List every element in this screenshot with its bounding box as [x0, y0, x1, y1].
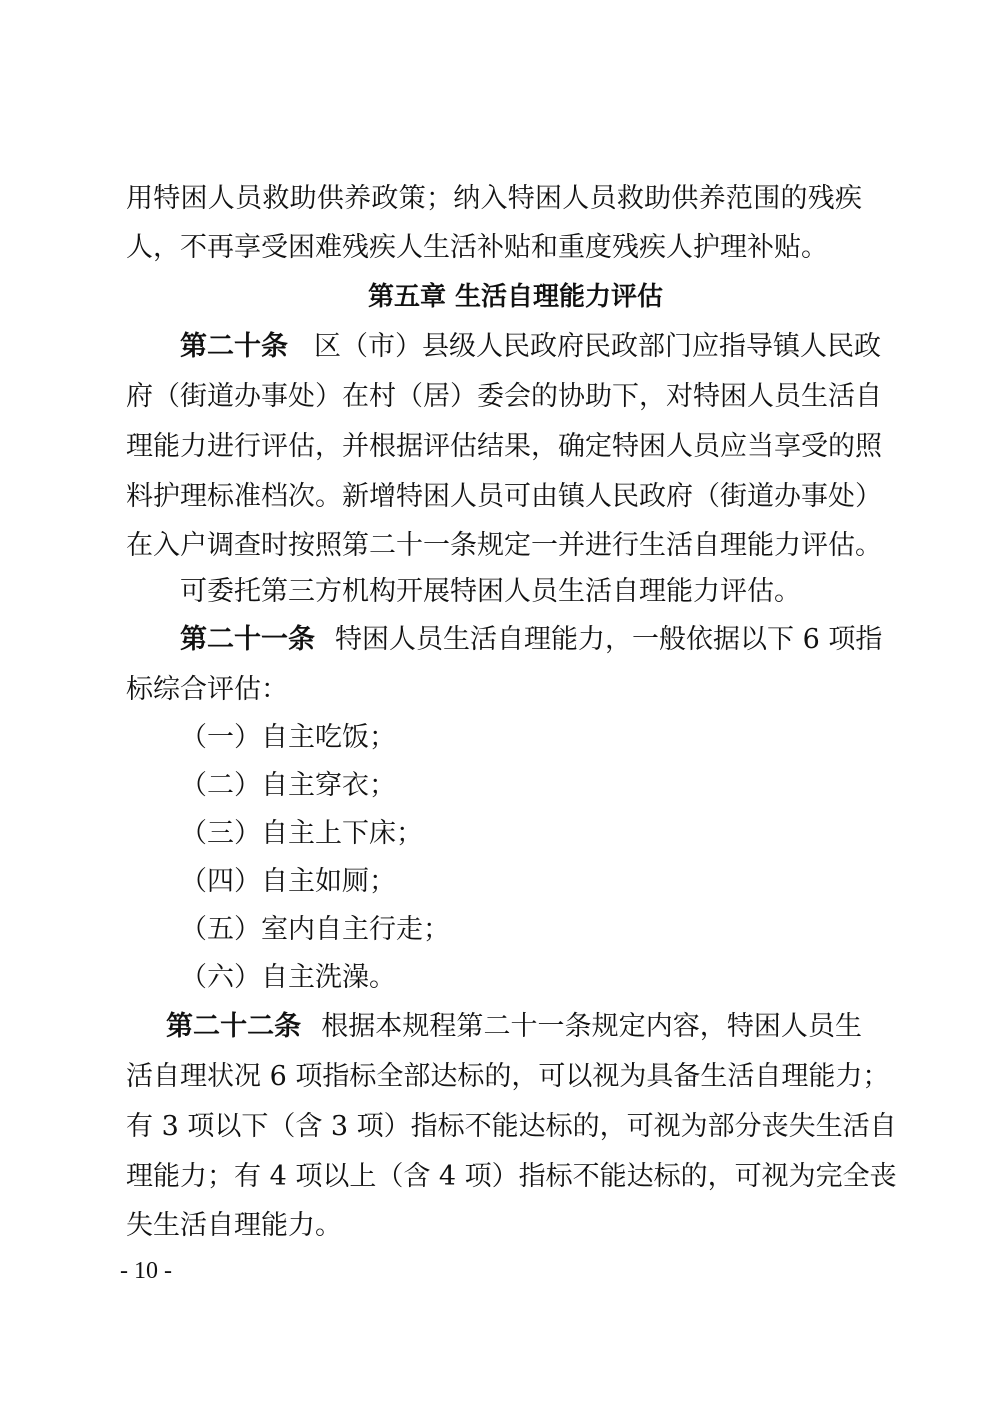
article-20-line-1	[180, 331, 881, 362]
article-22-line-1	[166, 1013, 862, 1040]
paragraph-line: 活自理状况 6 项指标全部达标的，可以视为具备生活自理能力；	[126, 1061, 890, 1092]
list-item: （二）自主穿衣；	[180, 770, 396, 801]
article-21-text: 特困人员生活自理能力，一般依据以下 6 项指	[335, 624, 883, 655]
paragraph-line: 料护理标准档次。新增特困人员可由镇人民政府（街道办事处）	[126, 481, 882, 512]
paragraph-line: 可委托第三方机构开展特困人员生活自理能力评估。	[180, 576, 801, 607]
article-20-label: 第二十条	[180, 331, 288, 362]
list-item: （四）自主如厕；	[180, 866, 396, 897]
list-item: （五）室内自主行走；	[180, 914, 450, 945]
paragraph-line: 人，不再享受困难残疾人生活补贴和重度残疾人护理补贴。	[126, 232, 828, 263]
page-number: - 10 -	[120, 1258, 172, 1284]
article-22-label: 第二十二条	[166, 1011, 302, 1042]
paragraph-line: 标综合评估：	[126, 674, 288, 705]
list-item: （六）自主洗澡。	[180, 962, 396, 993]
paragraph-line: 府（街道办事处）在村（居）委会的协助下，对特困人员生活自	[126, 381, 882, 412]
chapter-title: 第五章 生活自理能力评估	[368, 282, 664, 312]
paragraph-line: 用特困人员救助供养政策；纳入特困人员救助供养范围的残疾	[126, 183, 862, 214]
list-item: （三）自主上下床；	[180, 818, 423, 849]
paragraph-line: 在入户调查时按照第二十一条规定一并进行生活自理能力评估。	[126, 530, 882, 561]
paragraph-line: 失生活自理能力。	[126, 1210, 342, 1241]
article-21-line-1	[180, 624, 883, 655]
article-20-text: 区（市）县级人民政府民政部门应指导镇人民政	[314, 331, 881, 362]
article-21-label: 第二十一条	[180, 624, 315, 655]
paragraph-line: 理能力进行评估，并根据评估结果，确定特困人员应当享受的照	[126, 431, 882, 462]
paragraph-line: 理能力；有 4 项以上（含 4 项）指标不能达标的，可视为完全丧	[126, 1161, 897, 1192]
article-22-text: 根据本规程第二十一条规定内容，特困人员生	[321, 1011, 863, 1042]
paragraph-line: 有 3 项以下（含 3 项）指标不能达标的，可视为部分丧失生活自	[126, 1111, 897, 1142]
list-item: （一）自主吃饭；	[180, 722, 396, 753]
